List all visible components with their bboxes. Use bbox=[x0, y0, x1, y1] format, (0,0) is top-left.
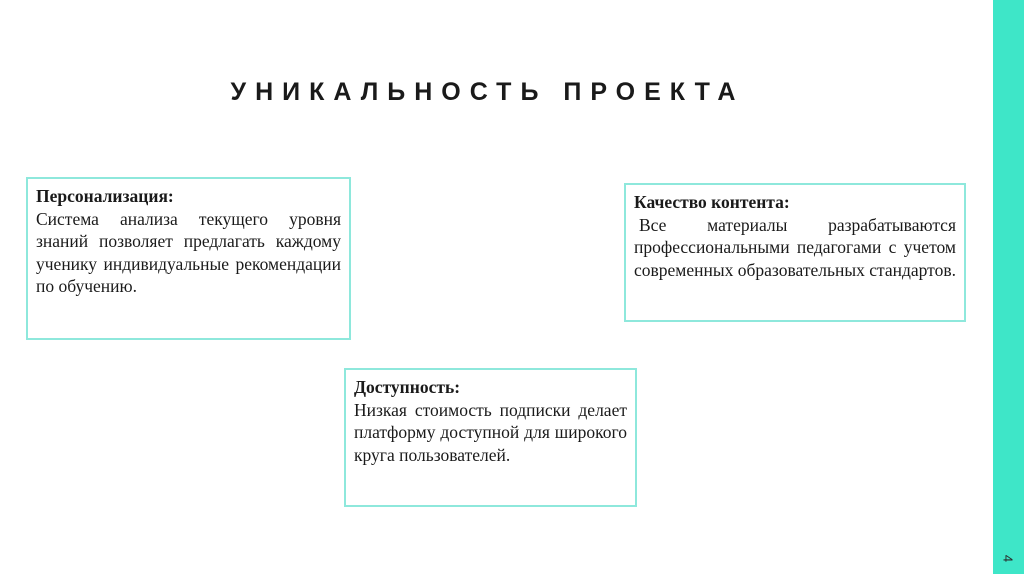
slide-title: УНИКАЛЬНОСТЬ ПРОЕКТА bbox=[230, 78, 745, 106]
card-quality-heading: Качество контента: bbox=[634, 192, 790, 212]
card-personalization-text: Система анализа текущего уровня знаний позволяет предлагать каждому ученику индивидуальные рекомендации по обучению. bbox=[36, 208, 341, 296]
card-accessibility-heading: Доступность: bbox=[354, 377, 461, 397]
card-quality bbox=[624, 183, 966, 322]
card-personalization-heading: Персонализация: bbox=[36, 186, 174, 206]
card-accessibility-text: Низкая стоимость подписки делает платформу доступной для широкого круга пользователей. bbox=[354, 399, 627, 465]
card-quality-text: Все материалы разрабатываются профессиональными педагогами с учетом современных образовательных стандартов. bbox=[634, 214, 956, 280]
card-personalization bbox=[26, 177, 351, 340]
card-accessibility bbox=[344, 368, 637, 507]
accent-bar bbox=[993, 0, 1024, 574]
page-number: 4 bbox=[1000, 554, 1016, 563]
